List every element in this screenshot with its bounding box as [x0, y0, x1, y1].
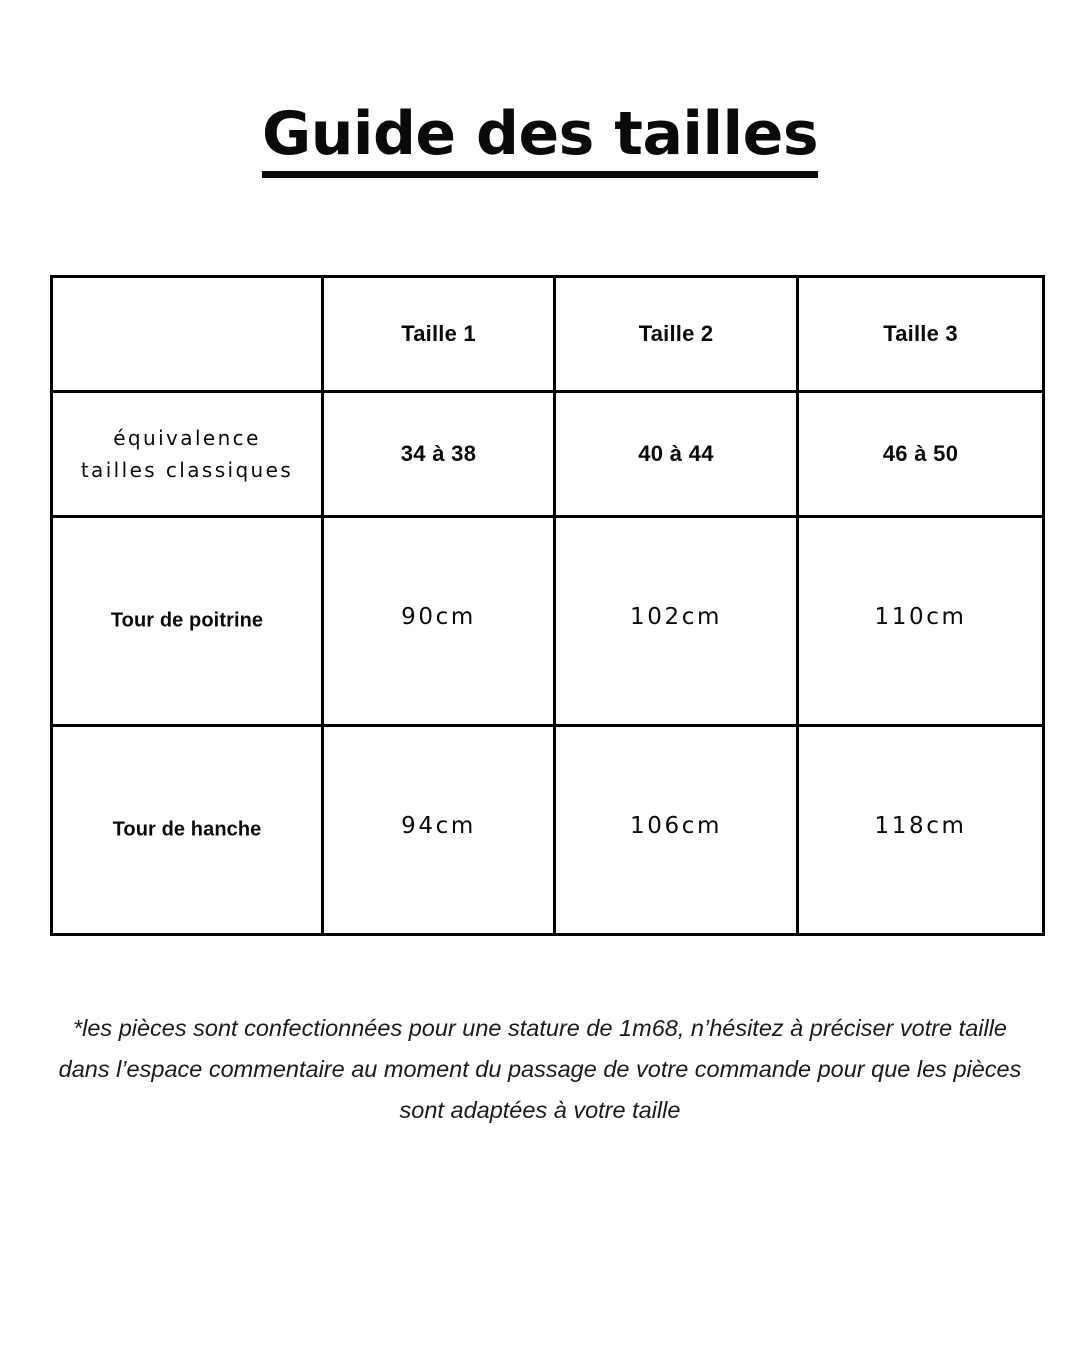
row-label-tour-de-poitrine-text: Tour de poitrine [110, 609, 264, 632]
header-label-taille-3: Taille 3 [883, 321, 958, 346]
cell-poitrine-taille-3 [798, 517, 1044, 726]
header-label-taille-1: Taille 1 [401, 321, 476, 346]
row-label-tour-de-hanche-text: Tour de hanche [112, 818, 262, 841]
row-label-tour-de-poitrine [52, 517, 323, 726]
row-label-equivalence [52, 392, 323, 517]
cell-equivalence-taille-2 [555, 392, 798, 517]
size-guide-table [50, 275, 1045, 936]
cell-equivalence-taille-1 [323, 392, 555, 517]
cell-poitrine-taille-3-value: 110cm [874, 603, 967, 630]
table-row [52, 726, 1044, 935]
cell-poitrine-taille-1-value: 90cm [401, 603, 476, 630]
row-label-equivalence-text [53, 422, 321, 487]
cell-hanche-taille-1 [323, 726, 555, 935]
title-underline [262, 171, 818, 178]
footnote-line-3: sont adaptées à votre taille [399, 1097, 681, 1123]
table-row [52, 517, 1044, 726]
cell-poitrine-taille-2 [555, 517, 798, 726]
cell-hanche-taille-2-value: 106cm [630, 812, 722, 839]
page-title [0, 99, 1080, 178]
footnote [30, 1008, 1050, 1131]
cell-hanche-taille-2 [555, 726, 798, 935]
cell-equivalence-taille-3 [798, 392, 1044, 517]
row-label-tour-de-hanche [52, 726, 323, 935]
header-cell-taille-1 [323, 277, 555, 392]
header-cell-empty [52, 277, 323, 392]
row-label-equivalence-line-2: tailles classiques [80, 458, 294, 482]
header-cell-taille-3 [798, 277, 1044, 392]
cell-equivalence-taille-1-value: 34 à 38 [400, 441, 477, 466]
cell-equivalence-taille-3-value: 46 à 50 [882, 441, 959, 466]
footnote-line-1: *les pièces sont confectionnées pour une stature de 1m68, n’hésitez à préciser votre taille [72, 1015, 1007, 1041]
cell-hanche-taille-3 [798, 726, 1044, 935]
cell-equivalence-taille-2-value: 40 à 44 [638, 441, 714, 466]
table-row [52, 392, 1044, 517]
row-label-equivalence-line-1: équivalence [113, 425, 261, 450]
header-cell-taille-2 [555, 277, 798, 392]
header-label-taille-2: Taille 2 [638, 321, 714, 346]
footnote-line-2: dans l’espace commentaire au moment du passage de votre commande pour que les pièces [58, 1056, 1022, 1082]
cell-poitrine-taille-1 [323, 517, 555, 726]
table-header-row [52, 277, 1044, 392]
cell-hanche-taille-1-value: 94cm [401, 812, 476, 839]
cell-hanche-taille-3-value: 118cm [874, 812, 967, 839]
page-title-text: Guide des tailles [261, 99, 819, 169]
cell-poitrine-taille-2-value: 102cm [630, 603, 722, 630]
